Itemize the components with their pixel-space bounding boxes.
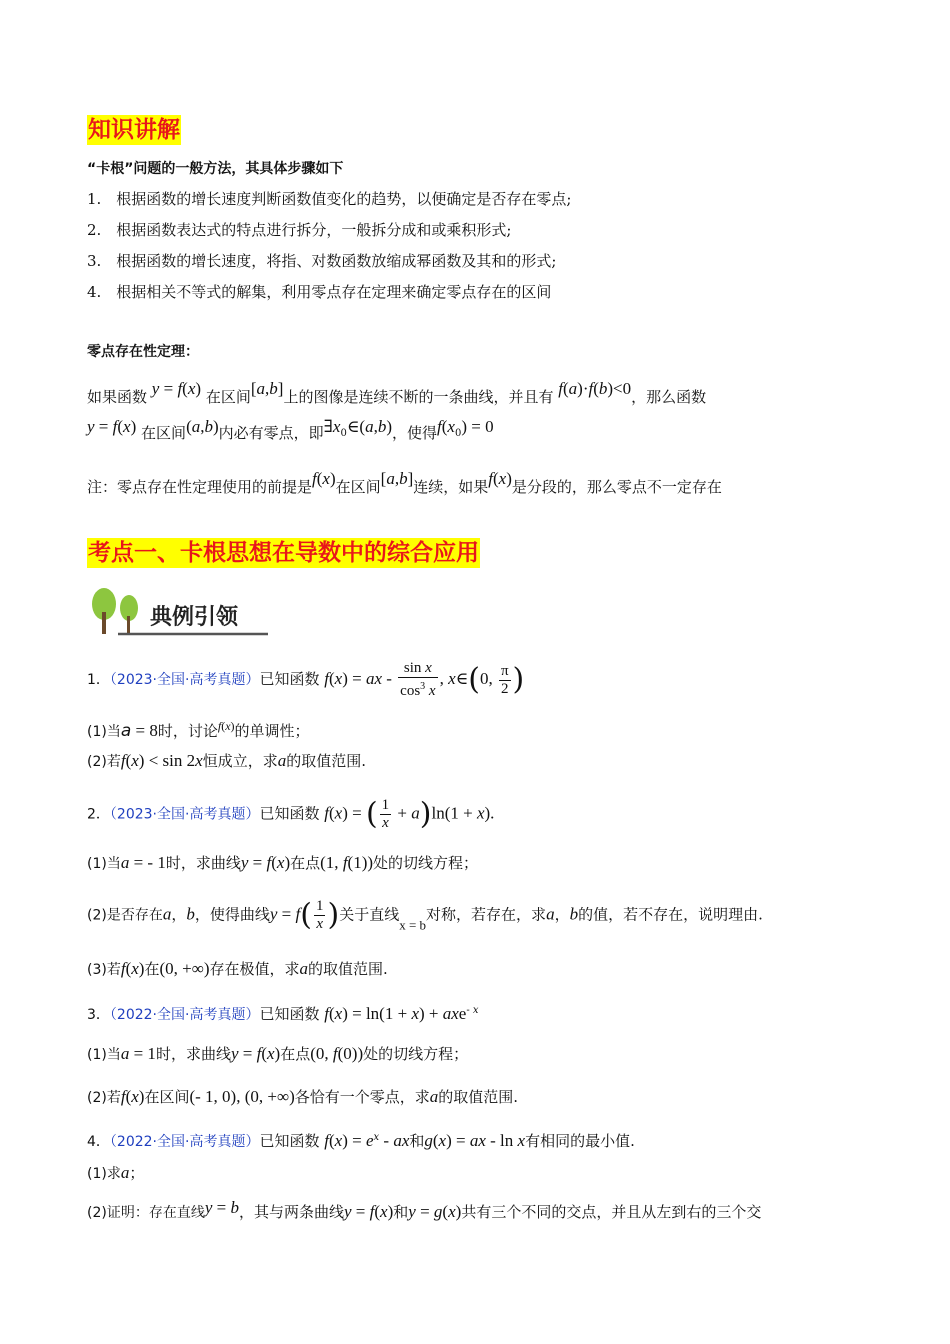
step-3: 3. 根据函数的增长速度，将指、对数函数放缩成幂函数及其和的形式;: [87, 252, 557, 270]
theorem-line-2: y = f(x) 在区间(a,b)内必有零点，即$\exists x_0\in(a,b)$，使得$f(x_0) = 0$: [87, 417, 494, 442]
formula: [: [380, 469, 387, 488]
section-heading-topic-1: 考点一、卡根思想在导数中的综合应用: [88, 540, 479, 566]
method-subtitle: “卡根”问题的一般方法，其具体步骤如下: [87, 161, 344, 177]
formula: (0, +∞): [159, 959, 210, 978]
step-2: 2. 根据函数表达式的特点进行拆分，一般拆分成和或乘积形式;: [87, 221, 512, 239]
source-tag: （2023·全国·高考真题）: [109, 672, 260, 688]
problem-1-q2: (2)若f(x) < sin 2x恒成立，求a的取值范围.: [87, 751, 366, 770]
formula: ∃: [323, 417, 333, 436]
source-tag: （2022·全国·高考真题）: [109, 1007, 260, 1023]
step-1: 1. 根据函数的增长速度判断函数值变化的趋势，以便确定是否存在零点;: [87, 190, 572, 208]
formula: f: [120, 1087, 126, 1106]
formula: f: [324, 669, 329, 688]
problem-2: 2．（2023·全国·高考真题）已知函数 f(x) = ( $\frac{1}{x}$ + a)ln(1 + x).: [87, 796, 495, 832]
formula: f: [437, 417, 442, 436]
typical-example-badge: [88, 586, 270, 638]
formula: y: [87, 417, 95, 436]
formula: y: [151, 379, 160, 398]
theorem-title: 零点存在性定理：: [87, 344, 199, 360]
problem-4: 4．（2022·全国·高考真题）已知函数 $f(x) = e^x$ - ax和g(x) = ax - ln x有相同的最小值.: [87, 1131, 635, 1150]
problem-4-q1: (1)求a；: [87, 1163, 145, 1182]
step-4: 4. 根据相关不等式的解集，利用零点存在定理来确定零点存在的区间: [87, 283, 552, 301]
problem-2-q2: (2)是否存在a，b，使得曲线y = f( $\frac{1}{x}$ )关于直线x = b对称，若存在，求a，b的值，若不存在，说明理由.: [87, 897, 763, 933]
formula: f: [324, 1004, 329, 1023]
formula: y: [240, 853, 249, 872]
formula: (0,: [310, 1044, 333, 1063]
formula: (1,: [320, 853, 343, 872]
formula: (- 1, 0), (0, +∞): [189, 1087, 295, 1106]
formula: f: [120, 751, 126, 770]
formula: a: [120, 1044, 130, 1063]
formula: x = b: [399, 917, 427, 933]
formula: y: [230, 1044, 239, 1063]
formula: f: [312, 469, 317, 488]
problem-3: 3．（2022·全国·高考真题）已知函数 f(x) = ln(1 + x) + axe$^{- x}$: [87, 1004, 479, 1023]
problem-1: 1．（2023·全国·高考真题）已知函数 f(x) = ax - $\frac{\text{sin x}}{\cos^3 x}$ , x∈(0, $\frac{\pi}{2}$ ): [87, 660, 525, 699]
formula: y: [269, 904, 278, 924]
problem-2-q3: (3)若f(x)在(0, +∞)存在极值，求a的取值范围.: [87, 959, 388, 978]
source-tag: （2023·全国·高考真题）: [109, 806, 260, 823]
badge-label: 典例引领: [150, 605, 239, 630]
formula: y: [204, 1198, 213, 1217]
formula: g: [424, 1131, 433, 1150]
formula: y: [408, 1202, 416, 1221]
formula: f: [488, 469, 493, 488]
formula: [: [250, 379, 257, 398]
problem-1-q1: (1)当a = 8时，讨论$^{f(x)}$的单调性；: [87, 719, 310, 741]
section-heading-knowledge: 知识讲解: [88, 117, 180, 143]
problem-3-q2: (2)若f(x)在区间(- 1, 0), (0, +∞)各恰有一个零点，求a的取值范围.: [87, 1087, 519, 1106]
formula: a: [120, 853, 130, 872]
problem-2-q1: (1)当a = - 1时，求曲线y = f(x)在点(1, f(1))处的切线方程；: [87, 853, 479, 872]
theorem-line-1: 如果函数 y = f(x) 在区间[a,b]上的图像是连续不断的一条曲线，并且有 f(a)·f(b)<0，那么函数: [87, 379, 707, 406]
theorem-note: 注：零点存在性定理使用的前提是f(x)在区间[a,b]连续，如果f(x)是分段的，那么零点不一定存在: [87, 469, 722, 496]
formula: a: [120, 721, 132, 741]
problem-4-q2: (2)证明：存在直线y = b，其与两条曲线y = f(x)和y = g(x)共有三个不同的交点，并且从左到右的三个交: [87, 1198, 762, 1221]
formula: (: [186, 417, 192, 436]
formula: f: [324, 803, 329, 823]
formula: f: [558, 379, 563, 398]
formula: y: [344, 1202, 352, 1221]
problem-3-q1: (1)当a = 1时，求曲线y = f(x)在点(0, f(0))处的切线方程；: [87, 1044, 469, 1063]
formula: f: [120, 959, 126, 978]
formula: f: [217, 719, 222, 733]
source-tag: （2022·全国·高考真题）: [109, 1134, 260, 1150]
formula: f: [324, 1131, 329, 1150]
